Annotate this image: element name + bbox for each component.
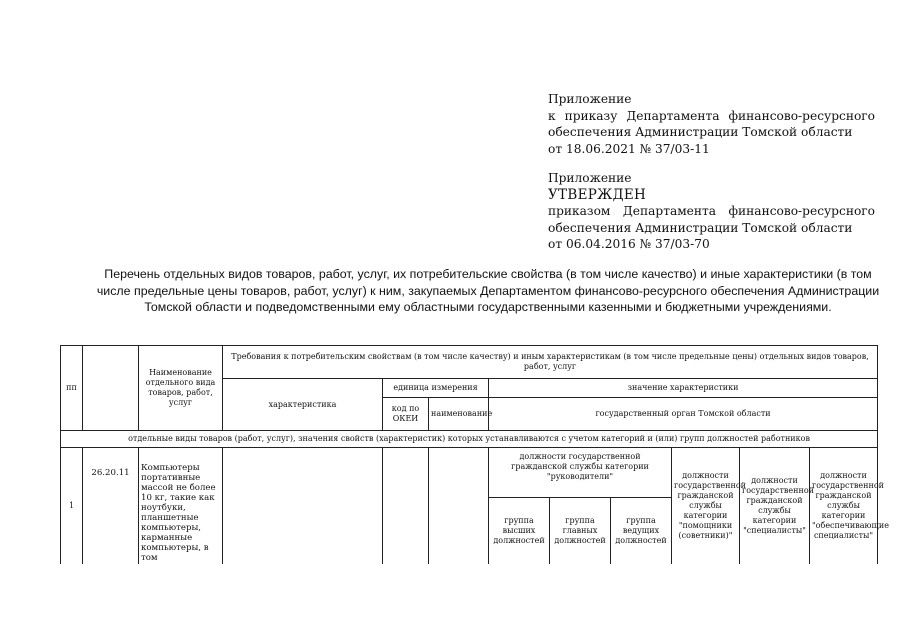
specialists-header: должности государственной гражданской службы категории "специалисты" [740,448,810,565]
row-characteristic [223,448,383,565]
row-number: 1 [61,448,83,565]
header-unit-name: наименование [429,398,489,431]
appendix-department-line: обеспечения Администрации Томской области [548,220,853,235]
header-requirements: Требования к потребительским свойствам (в том числе качеству) и иным характеристикам (в том числе предельные цены) отдельных видов товаров, работ, услуг [223,346,878,379]
support-specialists-header: должности государственной гражданской службы категории "обеспечивающие специалисты" [810,448,878,565]
requirements-table [60,345,889,564]
appendix-block-approved [548,170,875,253]
row-name: Компьютеры портативные массой не более 10 кг, такие как ноутбуки, планшетные компьютеры, карманные компьютеры, в том [139,448,223,565]
leaders-header: должности государственной гражданской службы категории "руководители" [489,448,672,498]
header-unit: единица измерения [383,379,489,398]
header-gov-body: государственный орган Томской области [489,398,878,431]
appendix-department-line: обеспечения Администрации Томской области [548,125,853,139]
document-title: Перечень отдельных видов товаров, работ, услуг, их потребительские свойства (в том числе качество) и иные характеристики (в том числе предельные цены товаров, работ, услуг) к ним, закупаемых Департаментом финансово-ресурсного обеспечения Администрации Томской области и подведомственными ему областными государственными казенными и бюджетными учреждениями. [96,267,880,315]
row-unit-name [429,448,489,565]
section-row: отдельные виды товаров (работ, услуг), значения свойств (характеристик) которых устанавливаются с учетом категорий и (или) групп должностей работников [61,431,878,448]
appendix-label: Приложение [548,171,632,185]
header-code [83,346,139,431]
header-characteristic: характеристика [223,379,383,431]
row-okei [383,448,429,565]
group-leading-header: группа ведущих должностей [611,498,672,564]
group-main-header: группа главных должностей [550,498,611,564]
appendix-date-number: от 18.06.2021 № 37/03-11 [548,141,710,156]
assistants-header: должности государственной гражданской службы категории "помощники (советники)" [672,448,740,565]
appendix-date-number: от 06.04.2016 № 37/03-70 [548,237,710,251]
appendix-order-line: к приказу Департамента финансово-ресурсного [548,108,875,123]
header-name: Наименование отдельного вида товаров, работ, услуг [139,346,223,431]
appendix-order-line: приказом Департамента финансово-ресурсного [548,204,875,218]
group-high-header: группа высших должностей [489,498,550,564]
header-okei: код по ОКЕИ [383,398,429,431]
approved-label: УТВЕРЖДЕН [548,186,647,203]
header-value: значение характеристики [489,379,878,398]
header-pp: пп [61,346,83,431]
appendix-block-current [548,91,875,157]
appendix-label: Приложение [548,92,632,106]
row-code: 26.20.11 [83,448,139,565]
